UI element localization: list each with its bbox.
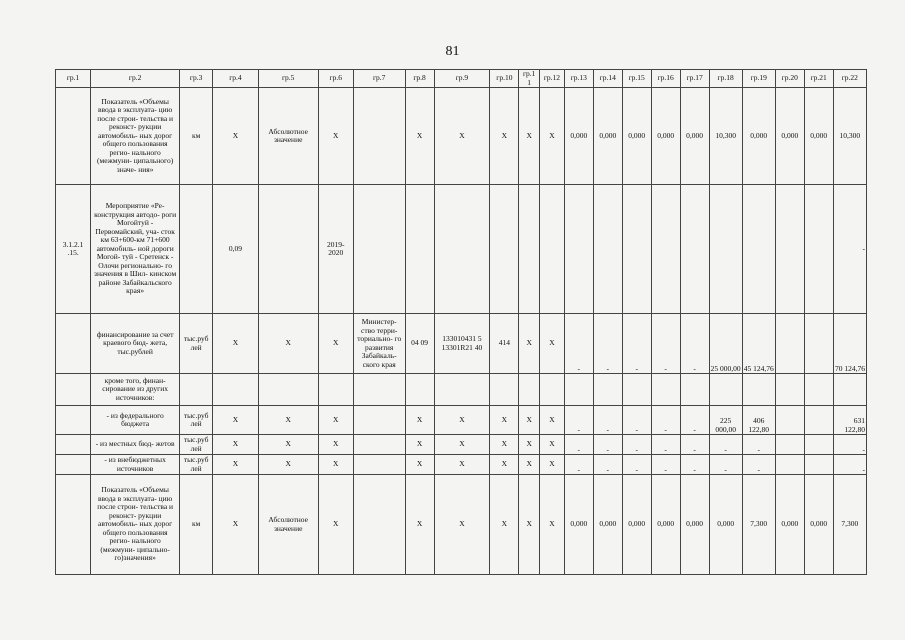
table-cell: Х xyxy=(434,435,490,455)
table-cell: 7,300 xyxy=(742,475,775,575)
table-cell: Х xyxy=(540,406,565,435)
table-cell: 2019- 2020 xyxy=(318,185,353,314)
table-cell: Х xyxy=(405,455,434,475)
table-cell: 0,000 xyxy=(564,475,593,575)
header-cell: гр.19 xyxy=(742,70,775,88)
table-cell: Х xyxy=(213,406,259,435)
table-cell xyxy=(593,185,622,314)
table-cell: 7,300 xyxy=(833,475,866,575)
table-cell xyxy=(651,374,680,406)
table-cell: - xyxy=(833,435,866,455)
header-cell: гр.6 xyxy=(318,70,353,88)
table-cell: Х xyxy=(405,475,434,575)
table-cell xyxy=(742,185,775,314)
table-cell xyxy=(353,455,405,475)
table-cell xyxy=(490,374,519,406)
header-cell: гр.5 xyxy=(258,70,318,88)
table-cell: - xyxy=(651,455,680,475)
table-cell: 0,000 xyxy=(651,88,680,185)
header-cell: гр.2 xyxy=(91,70,180,88)
table-cell xyxy=(56,455,91,475)
table-cell: 10,300 xyxy=(709,88,742,185)
table-cell xyxy=(593,374,622,406)
table-cell: Х xyxy=(258,435,318,455)
table-cell: 45 124,76 xyxy=(742,314,775,374)
table-cell xyxy=(833,374,866,406)
table-cell xyxy=(405,374,434,406)
table-cell xyxy=(180,185,213,314)
table-cell: 0,000 xyxy=(709,475,742,575)
table-cell xyxy=(56,374,91,406)
table-cell xyxy=(775,374,804,406)
table-cell: 0,000 xyxy=(593,475,622,575)
table-cell: Х xyxy=(318,455,353,475)
table-cell: - xyxy=(564,406,593,435)
table-cell: 0,000 xyxy=(651,475,680,575)
table-cell: Х xyxy=(519,475,540,575)
table-cell: Х xyxy=(405,88,434,185)
table-cell: Х xyxy=(258,455,318,475)
table-cell: Х xyxy=(258,314,318,374)
table-cell xyxy=(804,455,833,475)
table-cell: Показатель «Объемы ввода в эксплуата- цию после строи- тельства и реконст- рукции автомобиль- ных дорог общего пользования регио- нального (межмуни- ципально- го)значения» xyxy=(91,475,180,575)
table-cell: Абсолютное значение xyxy=(258,475,318,575)
header-cell: гр.9 xyxy=(434,70,490,88)
table-cell: 406 122,80 xyxy=(742,406,775,435)
table-cell xyxy=(775,406,804,435)
table-cell: - xyxy=(709,455,742,475)
table-cell: - xyxy=(680,314,709,374)
table-cell: 0,000 xyxy=(804,475,833,575)
table-cell: 25 000,00 xyxy=(709,314,742,374)
table-cell xyxy=(353,435,405,455)
table-cell: 133010431 5 13301R21 40 xyxy=(434,314,490,374)
header-cell: гр.22 xyxy=(833,70,866,88)
table-cell: Х xyxy=(258,406,318,435)
header-cell: гр.18 xyxy=(709,70,742,88)
table-cell: - xyxy=(564,455,593,475)
table-cell: 0,000 xyxy=(775,475,804,575)
table-cell xyxy=(540,185,565,314)
table-cell: 0,000 xyxy=(564,88,593,185)
header-cell: гр.1 1 xyxy=(519,70,540,88)
header-cell: гр.8 xyxy=(405,70,434,88)
table-cell: Х xyxy=(318,406,353,435)
table-cell: - xyxy=(680,455,709,475)
table-cell xyxy=(180,374,213,406)
table-cell xyxy=(775,455,804,475)
table-cell xyxy=(353,185,405,314)
table-cell xyxy=(804,406,833,435)
header-cell: гр.15 xyxy=(622,70,651,88)
table-cell xyxy=(775,314,804,374)
table-cell: - xyxy=(651,314,680,374)
table-cell: Х xyxy=(490,455,519,475)
table-cell: км xyxy=(180,475,213,575)
table-cell xyxy=(56,88,91,185)
table-cell: Х xyxy=(519,406,540,435)
table-cell: Х xyxy=(519,455,540,475)
table-cell: Мероприятие «Ре- конструкция автодо- роги Могойтуй - Первомайский, уча- сток км 63+600-км 71+600 автомобиль- ной дороги Могой- туй - Сретенск - Олочи регионально- го значения в Шил- кинском районе Забайкальского края» xyxy=(91,185,180,314)
table-cell xyxy=(490,185,519,314)
table-cell: кроме того, финан- сирование из других источников: xyxy=(91,374,180,406)
table-cell: Х xyxy=(490,475,519,575)
table-cell: 0,000 xyxy=(593,88,622,185)
table-cell: Абсолютное значение xyxy=(258,88,318,185)
table-cell: 0,000 xyxy=(680,475,709,575)
table-cell: тыс.руб лей xyxy=(180,455,213,475)
table-row xyxy=(56,435,867,455)
table-cell xyxy=(804,374,833,406)
table-cell: - xyxy=(833,455,866,475)
table-cell: тыс.руб лей xyxy=(180,435,213,455)
table-cell: - xyxy=(622,435,651,455)
table-cell: - xyxy=(680,406,709,435)
table-cell: Х xyxy=(213,455,259,475)
table-cell: - xyxy=(833,185,866,314)
table-cell xyxy=(622,374,651,406)
table-cell xyxy=(258,374,318,406)
table-cell: Показатель «Объемы ввода в эксплуата- цию после строи- тельства и реконст- рукции автомобиль- ных дорог общего пользования регио- нального (межмуни- ципального) значе- ния» xyxy=(91,88,180,185)
header-cell: гр.4 xyxy=(213,70,259,88)
header-cell: гр.7 xyxy=(353,70,405,88)
table-cell: Х xyxy=(434,406,490,435)
program-table xyxy=(55,69,867,575)
table-cell: финансирование за счет краевого бюд- жета, тыс.рублей xyxy=(91,314,180,374)
table-cell: Х xyxy=(490,88,519,185)
table-cell: 0,000 xyxy=(804,88,833,185)
table-cell xyxy=(564,374,593,406)
table-cell: Х xyxy=(318,88,353,185)
table-cell xyxy=(353,374,405,406)
table-cell: Министер- ство терри- ториально- го развития Забайкаль- ского края xyxy=(353,314,405,374)
table-cell: 631 122,80 xyxy=(833,406,866,435)
table-row xyxy=(56,374,867,406)
table-cell xyxy=(742,374,775,406)
table-cell xyxy=(258,185,318,314)
page-number: 81 xyxy=(445,44,460,59)
table-cell: Х xyxy=(540,475,565,575)
table-cell xyxy=(353,475,405,575)
table-cell: - xyxy=(564,314,593,374)
table-cell: 0,000 xyxy=(622,475,651,575)
table-cell xyxy=(804,435,833,455)
table-cell: Х xyxy=(540,88,565,185)
table-cell xyxy=(56,475,91,575)
table-cell xyxy=(213,374,259,406)
header-cell: гр.21 xyxy=(804,70,833,88)
table-cell: - xyxy=(651,406,680,435)
table-cell: 10,300 xyxy=(833,88,866,185)
table-cell xyxy=(804,314,833,374)
table-cell: - из внебюджетных источников xyxy=(91,455,180,475)
table-cell: - xyxy=(564,435,593,455)
table-cell: Х xyxy=(540,314,565,374)
table-cell: км xyxy=(180,88,213,185)
table-cell: 0,000 xyxy=(775,88,804,185)
table-cell: Х xyxy=(318,475,353,575)
header-cell: гр.1 xyxy=(56,70,91,88)
table-cell: - из федерального бюджета xyxy=(91,406,180,435)
table-cell: Х xyxy=(318,314,353,374)
header-cell: гр.10 xyxy=(490,70,519,88)
table-cell: Х xyxy=(519,435,540,455)
table-cell: Х xyxy=(519,88,540,185)
table-cell xyxy=(622,185,651,314)
table-cell: - xyxy=(680,435,709,455)
table-cell: - xyxy=(742,455,775,475)
table-cell: 04 09 xyxy=(405,314,434,374)
table-cell xyxy=(434,185,490,314)
table-cell: тыс.руб лей xyxy=(180,406,213,435)
table-row xyxy=(56,185,867,314)
table-row xyxy=(56,475,867,575)
header-cell: гр.16 xyxy=(651,70,680,88)
table-cell: 225 000,00 xyxy=(709,406,742,435)
table-cell xyxy=(651,185,680,314)
table-cell: Х xyxy=(213,435,259,455)
table-cell: Х xyxy=(213,314,259,374)
table-row xyxy=(56,455,867,475)
header-cell: гр.12 xyxy=(540,70,565,88)
table-cell: Х xyxy=(405,435,434,455)
table-cell: Х xyxy=(490,435,519,455)
table-cell: - xyxy=(593,435,622,455)
table-cell: 0,000 xyxy=(680,88,709,185)
table-cell xyxy=(56,314,91,374)
table-cell xyxy=(434,374,490,406)
table-cell: - xyxy=(622,406,651,435)
table-cell xyxy=(709,374,742,406)
header-cell: гр.17 xyxy=(680,70,709,88)
table-cell: Х xyxy=(540,435,565,455)
table-cell xyxy=(519,374,540,406)
table-cell xyxy=(405,185,434,314)
table-cell xyxy=(804,185,833,314)
table-cell: тыс.руб лей xyxy=(180,314,213,374)
table-cell xyxy=(680,374,709,406)
table-cell xyxy=(775,435,804,455)
table-cell xyxy=(519,185,540,314)
table-cell: - xyxy=(593,455,622,475)
table-cell xyxy=(775,185,804,314)
header-cell: гр.14 xyxy=(593,70,622,88)
header-cell: гр.3 xyxy=(180,70,213,88)
table-cell xyxy=(709,185,742,314)
table-cell: 414 xyxy=(490,314,519,374)
table-row xyxy=(56,406,867,435)
table-cell: - xyxy=(651,435,680,455)
header-cell: гр.13 xyxy=(564,70,593,88)
header-row xyxy=(56,70,867,88)
header-cell: гр.20 xyxy=(775,70,804,88)
table-cell xyxy=(56,406,91,435)
table-cell: - xyxy=(622,314,651,374)
table-cell: Х xyxy=(434,475,490,575)
table-cell: 0,000 xyxy=(622,88,651,185)
table-cell xyxy=(318,374,353,406)
table-cell xyxy=(680,185,709,314)
table-cell: Х xyxy=(213,88,259,185)
table-cell xyxy=(353,406,405,435)
table-cell: 0,000 xyxy=(742,88,775,185)
table-cell: Х xyxy=(490,406,519,435)
table-cell: 3.1.2.1 .15. xyxy=(56,185,91,314)
table-cell: - из местных бюд- жетов xyxy=(91,435,180,455)
table-row xyxy=(56,88,867,185)
table-row xyxy=(56,314,867,374)
table-cell: 70 124,76 xyxy=(833,314,866,374)
table-cell: Х xyxy=(434,455,490,475)
table-cell xyxy=(564,185,593,314)
table-cell: - xyxy=(593,406,622,435)
table-cell: 0,09 xyxy=(213,185,259,314)
table-cell: Х xyxy=(318,435,353,455)
table-cell xyxy=(353,88,405,185)
table-cell: Х xyxy=(434,88,490,185)
table-cell: Х xyxy=(213,475,259,575)
table-cell: - xyxy=(622,455,651,475)
table-cell: Х xyxy=(405,406,434,435)
table-cell: - xyxy=(742,435,775,455)
table-cell: Х xyxy=(519,314,540,374)
table-cell: Х xyxy=(540,455,565,475)
table-cell xyxy=(540,374,565,406)
table-cell: - xyxy=(709,435,742,455)
table-cell: - xyxy=(593,314,622,374)
table-cell xyxy=(56,435,91,455)
